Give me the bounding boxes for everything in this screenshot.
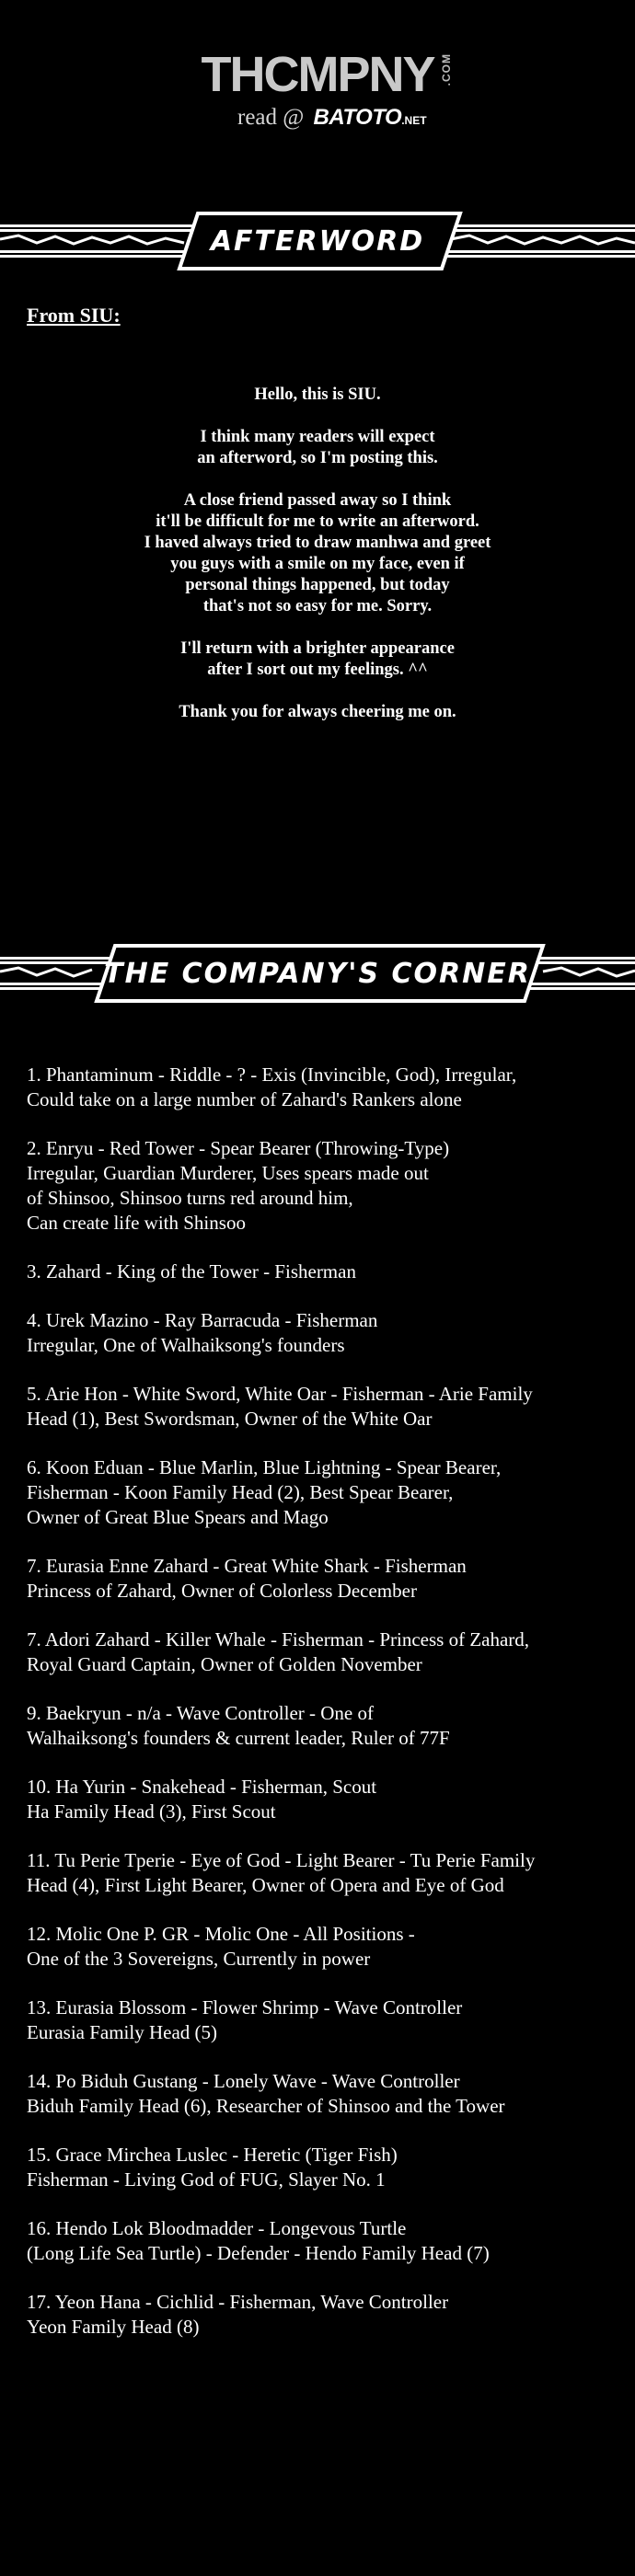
list-item: 10. Ha Yurin - Snakehead - Fisherman, Scout Ha Family Head (3), First Scout [27,1776,377,1823]
list-item: 7. Adori Zahard - Killer Whale - Fisherman - Princess of Zahard, Royal Guard Captain, Owner of Golden November [27,1628,530,1675]
list-item: 11. Tu Perie Tperie - Eye of God - Light Bearer - Tu Perie Family Head (4), First Light Bearer, Owner of Opera and Eye of God [27,1849,536,1896]
list-item: 5. Arie Hon - White Sword, White Oar - Fisherman - Arie Family Head (1), Best Swordsman, Owner of the White Oar [27,1383,533,1430]
afterword-paragraph: A close friend passed away so I think it'll be difficult for me to write an afterword. I haved always tried to draw manhwa and greet you guys with a smile on my face, even if personal things happened, but today that's not so easy for me. Sorry. [144,491,491,615]
list-item: 4. Urek Mazino - Ray Barracuda - Fisherman Irregular, One of Walhaiksong's founders [27,1309,378,1356]
company-corner-title: THE COMPANY'S CORNER [104,957,531,990]
afterword-paragraph: Hello, this is SIU. [254,385,381,404]
logo-text: THCMPNY [201,47,434,102]
list-item: 13. Eurasia Blossom - Flower Shrimp - Wave Controller Eurasia Family Head (5) [27,1996,463,2043]
read-at-label: read @ [237,105,305,130]
site-name: BATOTO [313,105,402,130]
company-corner-banner [0,937,635,1010]
afterword-message [0,385,635,744]
afterword-paragraph: Thank you for always cheering me on. [179,703,456,721]
afterword-banner [0,204,635,278]
afterword-paragraph: I think many readers will expect an afterword, so I'm posting this. [197,428,438,467]
list-item: 9. Baekryun - n/a - Wave Controller - One of Walhaiksong's founders & current leader, Ruler of 77F [27,1702,450,1749]
site-tld: .NET [401,114,427,127]
list-item: 12. Molic One P. GR - Molic One - All Positions - One of the 3 Sovereigns, Currently in power [27,1923,415,1970]
list-item: 1. Phantaminum - Riddle - ? - Exis (Invincible, God), Irregular, Could take on a large number of Zahard's Rankers alone [27,1064,517,1110]
afterword-paragraph: I'll return with a brighter appearance after I sort out my feelings. ^^ [180,639,455,679]
logo-suffix: .COM [440,53,453,86]
list-item: 3. Zahard - King of the Tower - Fisherman [27,1260,356,1282]
afterword-title: AFTERWORD [210,224,425,258]
list-item: 16. Hendo Lok Bloodmadder - Longevous Turtle (Long Life Sea Turtle) - Defender - Hendo Family Head (7) [27,2217,490,2264]
list-item: 14. Po Biduh Gustang - Lonely Wave - Wave Controller Biduh Family Head (6), Researcher of Shinsoo and the Tower [27,2070,505,2117]
character-list [27,1063,625,2363]
from-label: From SIU: [27,304,121,327]
list-item: 17. Yeon Hana - Cichlid - Fisherman, Wave Controller Yeon Family Head (8) [27,2291,449,2338]
read-at-line [237,105,427,131]
list-item: 15. Grace Mirchea Luslec - Heretic (Tiger Fish) Fisherman - Living God of FUG, Slayer No. 1 [27,2144,398,2191]
list-item: 7. Eurasia Enne Zahard - Great White Shark - Fisherman Princess of Zahard, Owner of Colorless December [27,1555,467,1602]
list-item: 2. Enryu - Red Tower - Spear Bearer (Throwing-Type) Irregular, Guardian Murderer, Uses spears made out of Shinsoo, Shinsoo turns red around him, Can create life with Shinsoo [27,1137,450,1234]
list-item: 6. Koon Eduan - Blue Marlin, Blue Lightning - Spear Bearer, Fisherman - Koon Family Head (2), Best Spear Bearer, Owner of Great Blue Spears and Mago [27,1456,502,1528]
